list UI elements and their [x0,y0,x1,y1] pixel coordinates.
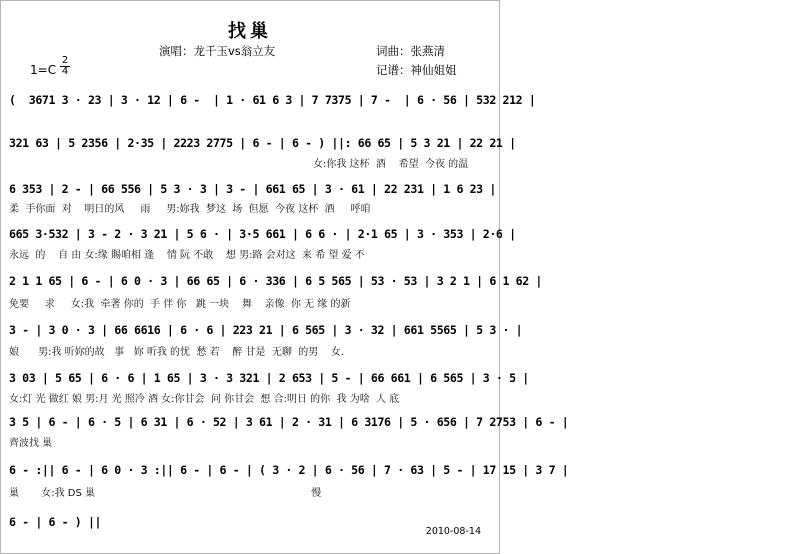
notation-line-8: 3 5 | 6 - | 6 · 5 | 6 31 | 6 · 52 | 3 61 | 2 · 31 | 6 3176 | 5 · 656 | 7 2753 | 6 - | [9,415,569,429]
notation-line-2: 321 63 | 5 2356 | 2·35 | 2223 2775 | 6 - | 6 - ) ||: 66 65 | 5 3 21 | 22 21 | [9,136,516,150]
notation-line-7: 3 03 | 5 65 | 6 · 6 | 1 65 | 3 · 3 321 | 2 653 | 5 - | 66 661 | 6 565 | 3 · 5 | [9,371,529,385]
notation-line-1: ( 3671 3 · 23 | 3 · 12 | 6 - | 1 · 61 6 3 | 7 7375 | 7 - | 6 · 56 | 532 212 | [9,93,536,107]
time-signature [60,56,70,77]
notation-line-5: 2 1 1 65 | 6 - | 6 0 · 3 | 66 65 | 6 · 336 | 6 5 565 | 53 · 53 | 3 2 1 | 6 1 62 | [9,274,542,288]
lyric-line-6: 娘 男:我 听妳的故 事 妳 听我 的忧 愁 若 醉 甘是 无聊 的男 女. [9,347,345,358]
key-signature: 1=C [30,63,57,77]
song-title: 找巢 [228,21,272,42]
notation-line-10: 6 - | 6 - ) || [9,515,102,529]
notation-line-3: 6 353 | 2 - | 66 556 | 5 3 · 3 | 3 - | 661 65 | 3 · 61 | 22 231 | 1 6 23 | [9,182,496,196]
notation-line-4: 665 3·532 | 3 - 2 · 3 21 | 5 6 · | 3·5 661 | 6 6 · | 2·1 65 | 3 · 353 | 2·6 | [9,227,516,241]
time-sig-top: 2 [61,55,69,66]
transcription-date: 2010-08-14 [425,526,481,537]
lyric-line-9: 巢 女:我 DS 巢 慢 [9,488,322,499]
time-sig-bottom: 4 [61,66,69,77]
composer: 词曲：张燕清 [376,44,445,58]
lyric-line-2: 女:你我 这杯 酒 希望 今夜 的温 [313,159,469,170]
notation-line-9: 6 - :|| 6 - | 6 0 · 3 :|| 6 - | 6 - | ( 3 · 2 | 6 · 56 | 7 · 63 | 5 - | 17 15 | 3 7 | [9,463,569,477]
lyric-line-7: 女:灯 光 做红 娘 男:月 光 照冷 酒 女:你甘会 问 你甘会 想 合:明日 的你 我 为啥 人 底 [9,394,400,405]
lyric-line-4: 永远 的 自 由 女:缘 賜咱相 逢 情 阮 不敢 想 男:路 会对这 来 希 望 爱 不 [9,250,365,261]
transcriber: 记谱：神仙姐姐 [376,63,457,77]
lyric-line-3: 柔 手你面 对 明日的风 雨 男:妳我 梦这 场 但愿 今夜 这杯 酒 呼咱 [9,204,371,215]
lyric-line-8: 齊波找 巢 [9,438,53,449]
singers: 演唱：龙千玉vs翁立友 [159,44,276,58]
lyric-line-5: 免要 求 女:我 牵著 你的 手 伴 你 跳 一块 舞 亲像 你 无 缘 的新 [9,299,351,310]
notation-line-6: 3 - | 3 0 · 3 | 66 6616 | 6 · 6 | 223 21 | 6 565 | 3 · 32 | 661 5565 | 5 3 · | [9,323,523,337]
